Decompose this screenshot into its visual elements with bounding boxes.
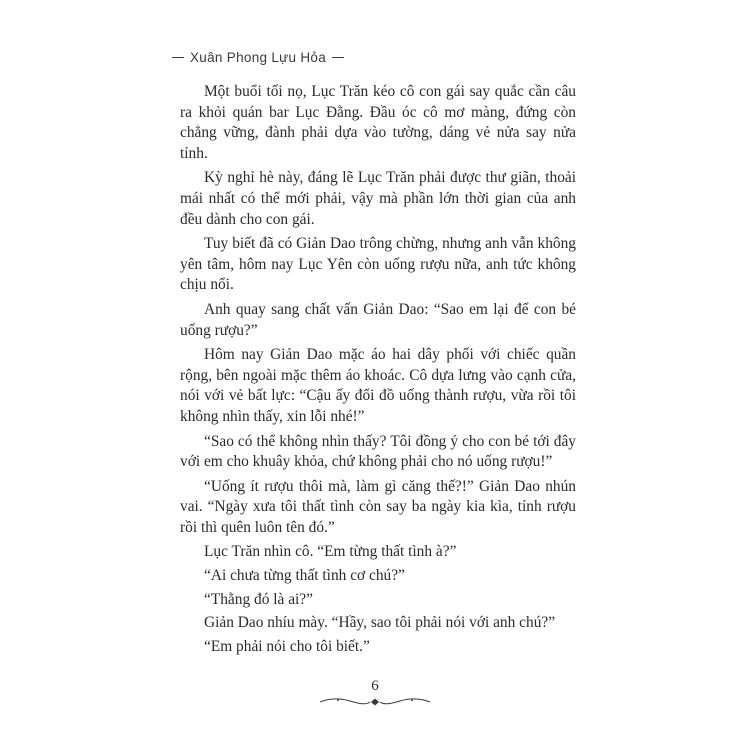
paragraph-4: Anh quay sang chất vấn Giản Dao: “Sao em lại để con bé uống rượu?” [180,300,576,339]
paragraph-1: Một buổi tối nọ, Lục Trăn kéo cô con gái say quắc cần câu ra khỏi quán bar Lục Đằng. Đầu óc cô mơ màng, đứng còn chẳng vững, đành phải dựa vào tường, dáng vẻ nửa say nửa tỉnh. [180,83,576,162]
page-number: 6 [371,678,379,694]
paragraph-3: Tuy biết đã có Giản Dao trông chừng, nhưng anh vẫn không yên tâm, hôm nay Lục Yên còn uống rượu nữa, anh tức không chịu nổi. [180,235,576,294]
running-title: Xuân Phong Lựu Hỏa [190,50,327,65]
running-header [172,50,344,65]
paragraph-7: “Uống ít rượu thôi mà, làm gì căng thế?!” Giản Dao nhún vai. “Ngày xưa tôi thất tình còn say ba ngày kia kìa, tỉnh rượu rồi thì quên luôn tên đó.” [180,477,576,536]
body-text [180,82,576,660]
paragraph-5: Hôm nay Giản Dao mặc áo hai dây phối với chiếc quần rộng, bên ngoài mặc thêm áo khoác. Cô dựa lưng vào cạnh cửa, nói với vẻ bất lực: “Cậu ấy đổi đồ uống thành rượu, vừa rồi tôi không nhìn thấy, xin lỗi nhé!” [180,346,576,425]
paragraph-9: “Ai chưa từng thất tình cơ chú?” [204,567,405,585]
header-rule-left [172,57,184,58]
flourish-ornament-icon [318,697,432,707]
paragraph-2: Kỳ nghỉ hè này, đáng lẽ Lục Trăn phải được thư giãn, thoải mái nhất có thể mới phải, vậy mà phần lớn thời gian của anh đều dành cho con gái. [180,169,576,228]
paragraph-6: “Sao có thể không nhìn thấy? Tôi đồng ý cho con bé tới đây với em cho khuây khỏa, chứ không phải cho nó uống rượu!” [180,432,576,471]
header-rule-right [332,57,344,58]
paragraph-11: Giản Dao nhíu mày. “Hầy, sao tôi phải nói với anh chú?” [204,614,556,632]
paragraph-8: Lục Trăn nhìn cô. “Em từng thất tình à?” [204,543,457,561]
paragraph-12: “Em phải nói cho tôi biết.” [204,637,370,655]
paragraph-10: “Thằng đó là ai?” [204,590,313,608]
